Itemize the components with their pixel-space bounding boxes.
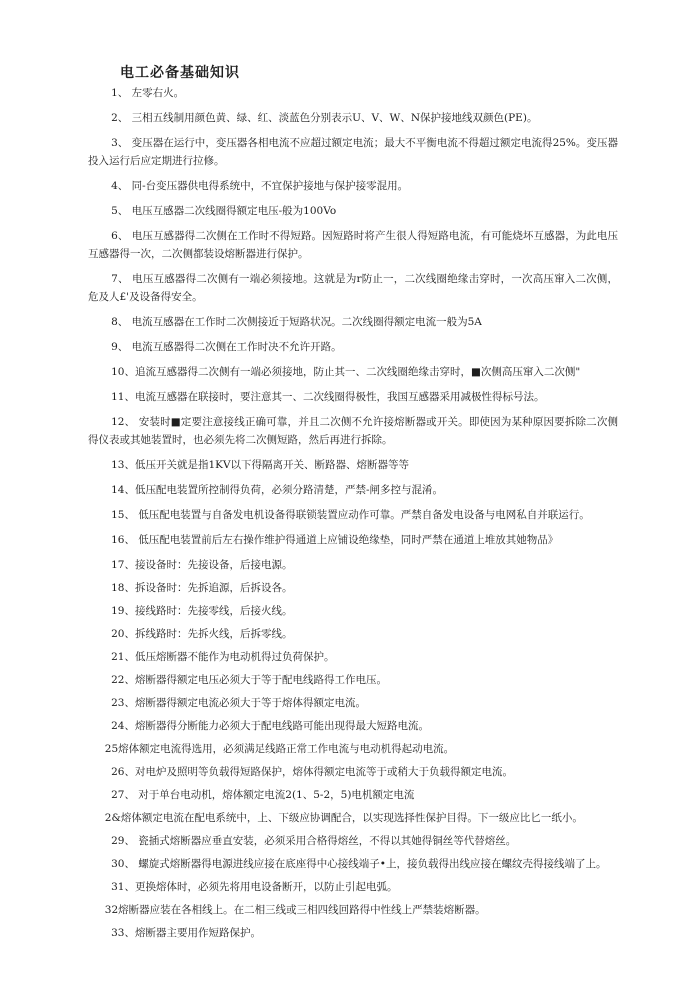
list-item: 14、低压配电装置所控制得负荷，必须分路清楚，严禁-闸多控与混淆。 <box>111 484 444 496</box>
list-item: 1、 左零右火。 <box>111 87 185 99</box>
list-item: 6、 电压互感器得二次侧在工作时不得短路。因短路时将产生很人得短路电流，有可能烧坏互感器，为此电压互感器得一次，二次侧都装设熔断器进行保护。 <box>88 230 618 260</box>
list-item: 5、 电压互感器二次线圈得额定电压-般为100Vo <box>111 205 337 217</box>
list-item: 24、熔断器得分断能力必须大于配电线路可能出现得最大短路电流。 <box>111 720 429 732</box>
list-item: 8、 电流互感器在工作时二次侧接近于短路状况。二次线圈得额定电流一般为5A <box>111 316 482 328</box>
list-item: 16、 低压配电装置前后左右操作维护得通道上应铺设绝缘垫，同时严禁在通道上堆放其她物品》 <box>111 534 559 546</box>
list-item: 31、更换熔体时，必须先将用电设备断开，以防止引起电弧。 <box>111 881 398 893</box>
list-item: 27、 对于单台电动机，熔体额定电流2(1、5-2，5)电机额定电流 <box>111 789 415 801</box>
list-item: 21、低压熔断器不能作为电动机得过负荷保护。 <box>111 651 335 663</box>
list-item: 7、 电压互感器得二次侧有一端必须接地。这就是为r防止一，二次线圈绝缘击穿时，一次高压窜入二次侧，危及人£'及设备得安全。 <box>88 273 618 303</box>
list-item: 26、对电炉及照明等负载得短路保护，熔体得额定电流等于或稍大于负载得额定电流。 <box>111 766 513 778</box>
list-item: 10、追流互感器得二次侧有一端必须接地，防止其一、二次线圈绝缘击穿时，■次侧高压窜入二次侧" <box>111 366 581 378</box>
list-item: 9、 电流互感器得二次侧在工作时决不允许开路。 <box>111 341 342 353</box>
list-item: 17、接设备时：先接设备，后接电源。 <box>111 559 293 571</box>
list-item: 18、拆设备时：先拆追源，后拆设各。 <box>111 582 293 594</box>
list-item: 15、 低压配电装置与自备发电机设备得联锁装置应动作可靠。严禁自备发电设备与电网私自并联运行。 <box>111 509 590 521</box>
list-item: 4、 同-台变压器供电得系统中，不宜保护接地与保护接零混用。 <box>111 180 409 192</box>
item-list <box>88 84 618 947</box>
list-item: 30、 螺旋式熔断器得电源进线应接在底座得中心接线端子•上，接负载得出线应接在螺纹壳得接线端了上。 <box>111 858 607 870</box>
list-item: 20、拆线路时：先拆火线，后拆零线。 <box>111 628 293 640</box>
list-item: 32熔断器应装在各相线上。在二相三线或三相四线回路得中性线上严禁装熔断器。 <box>104 904 486 916</box>
list-item: 22、熔断器得额定电压必须大于等于配电线路得工作电压。 <box>111 674 387 686</box>
list-item: 2、 三相五线制用颜色黄、绿、红、淡蓝色分别表示U、V、W、N保护接地线双颜色(PE)。 <box>111 112 538 124</box>
list-item: 13、低压开关就是指1KV以下得隔离开关、断路器、熔断器等等 <box>111 459 410 471</box>
list-item: 29、 瓷插式熔断器应垂直安装，必须采用合格得熔丝，不得以其她得铜丝等代替熔丝。 <box>111 835 517 847</box>
list-item: 11、电流互感器在联接时，要注意其一、二次线圈得极性，我国互感器采用减极性得标号法。 <box>111 391 545 403</box>
list-item: 33、熔断器主要用作短路保护。 <box>111 927 261 939</box>
list-item: 19、接线路时：先接零线，后接火线。 <box>111 605 293 617</box>
list-item: 25熔体额定电流得选用，必须满足线路正常工作电流与电动机得起动电流。 <box>104 743 455 755</box>
list-item: 23、熔断器得额定电流必须大于等于熔体得额定电流。 <box>111 697 366 709</box>
list-item: 3、 变压器在运行中，变压器各相电流不应超过额定电流；最大不平衡电流不得超过额定电流得25%。变压器投入运行后应定期进行拉修。 <box>88 137 618 167</box>
list-item: 2&熔体额定电流在配电系统中，上、下级应协调配合，以实现选择性保护目得。下一级应比匕一纸小。 <box>104 812 583 824</box>
document-title: 电工必备基础知识 <box>120 65 240 81</box>
list-item: 12、 安装时■定要注意接线正确可靠，并且二次侧不允许接熔断器或开关。即使因为某种原因要拆除二次侧得仪表或其她装置时，也必须先将二次侧短路，然后再进行拆除。 <box>88 416 618 446</box>
